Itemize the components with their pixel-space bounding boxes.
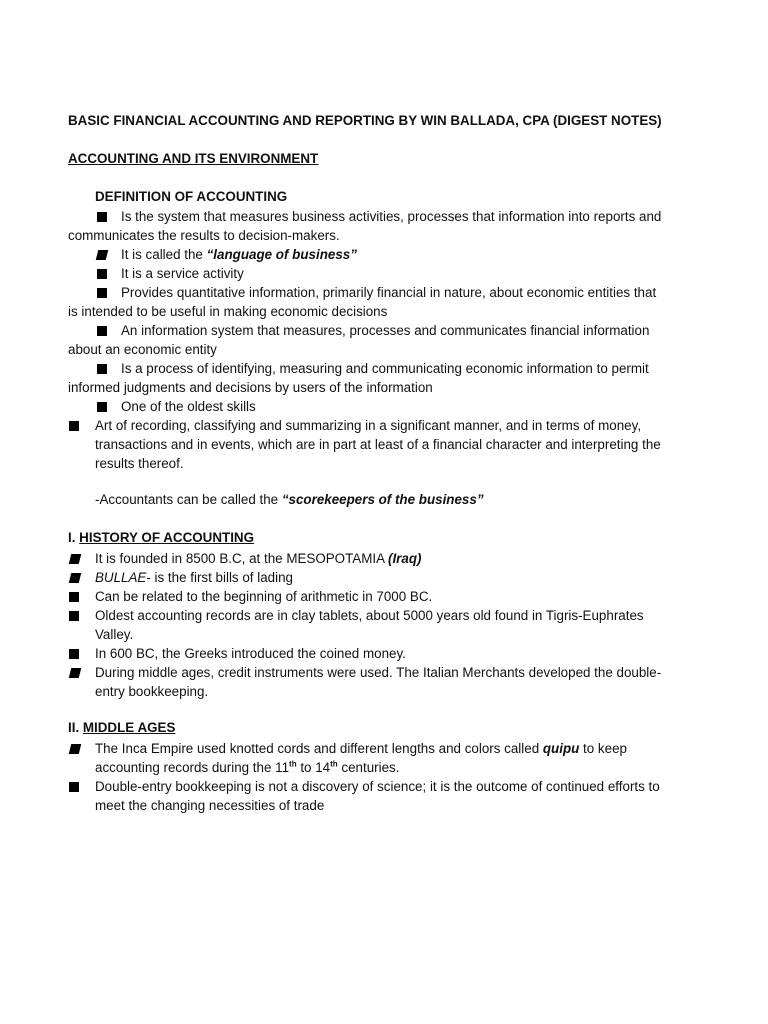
bullet-icon bbox=[69, 573, 81, 583]
section-number: II. bbox=[68, 720, 83, 735]
bullet-icon bbox=[69, 592, 79, 602]
list-item-continuation: transactions and in events, which are in part at least of a financial character and interpreting the bbox=[95, 437, 661, 452]
note-text: -Accountants can be called the bbox=[95, 492, 282, 507]
list-item: One of the oldest skills bbox=[121, 399, 256, 414]
scorekeepers-note bbox=[95, 492, 484, 507]
bullet-icon bbox=[97, 326, 107, 336]
item-text: It is founded in 8500 B.C, at the MESOPOTAMIA bbox=[95, 551, 388, 566]
list-item: It is a service activity bbox=[121, 266, 244, 281]
item-text: The Inca Empire used knotted cords and different lengths and colors called bbox=[95, 741, 543, 756]
superscript: th bbox=[330, 759, 338, 769]
middle-ages-heading bbox=[68, 720, 175, 735]
emphasis-text: BULLAE bbox=[95, 570, 147, 585]
list-item bbox=[95, 568, 293, 587]
bullet-icon bbox=[69, 668, 81, 678]
bullet-icon bbox=[69, 744, 81, 754]
emphasis-text: quipu bbox=[542, 741, 580, 756]
list-item: Can be related to the beginning of arithmetic in 7000 BC. bbox=[95, 589, 433, 604]
bullet-icon bbox=[97, 269, 107, 279]
history-heading bbox=[68, 530, 254, 545]
list-item-continuation: informed judgments and decisions by users of the information bbox=[68, 380, 433, 395]
superscript: th bbox=[289, 759, 297, 769]
list-item-continuation: results thereof. bbox=[95, 456, 184, 471]
section-title: MIDDLE AGES bbox=[82, 720, 176, 735]
list-item-continuation: communicates the results to decision-makers. bbox=[68, 228, 340, 243]
definition-heading: DEFINITION OF ACCOUNTING bbox=[95, 189, 288, 204]
bullet-icon bbox=[97, 288, 107, 298]
list-item: An information system that measures, processes and communicates financial information bbox=[121, 323, 650, 338]
document-title: BASIC FINANCIAL ACCOUNTING AND REPORTING BY WIN BALLADA, CPA (DIGEST NOTES) bbox=[68, 113, 662, 128]
item-text: to keep bbox=[579, 741, 627, 756]
list-item: Provides quantitative information, primarily financial in nature, about economic entities that bbox=[121, 285, 657, 300]
list-item-continuation: meet the changing necessities of trade bbox=[95, 798, 325, 813]
bullet-icon bbox=[69, 554, 81, 564]
emphasis-text: “language of business” bbox=[206, 247, 357, 262]
list-item-continuation: about an economic entity bbox=[68, 342, 217, 357]
bullet-icon bbox=[97, 212, 107, 222]
section-title: HISTORY OF ACCOUNTING bbox=[79, 530, 255, 545]
item-text: centuries. bbox=[337, 760, 400, 775]
emphasis-text: “scorekeepers of the business” bbox=[281, 492, 484, 507]
list-item: Double-entry bookkeeping is not a discovery of science; it is the outcome of continued efforts to bbox=[95, 779, 660, 794]
list-item: Is the system that measures business activities, processes that information into reports and bbox=[121, 209, 662, 224]
list-item: Oldest accounting records are in clay tablets, about 5000 years old found in Tigris-Euphrates bbox=[95, 608, 644, 623]
list-item: During middle ages, credit instruments were used. The Italian Merchants developed the double- bbox=[95, 665, 662, 680]
list-item bbox=[95, 739, 627, 758]
list-item: Is a process of identifying, measuring and communicating economic information to permit bbox=[121, 361, 649, 376]
item-text: - is the first bills of lading bbox=[146, 570, 293, 585]
bullet-icon bbox=[69, 782, 79, 792]
emphasis-text: (Iraq) bbox=[388, 551, 422, 566]
list-item: Art of recording, classifying and summarizing in a significant manner, and in terms of money, bbox=[95, 418, 642, 433]
bullet-icon bbox=[69, 421, 79, 431]
list-item-continuation: is intended to be useful in making economic decisions bbox=[68, 304, 388, 319]
bullet-icon bbox=[97, 402, 107, 412]
list-item: In 600 BC, the Greeks introduced the coined money. bbox=[95, 646, 406, 661]
section-heading: ACCOUNTING AND ITS ENVIRONMENT bbox=[68, 151, 319, 166]
list-item bbox=[121, 245, 357, 264]
item-text: accounting records during the 11 bbox=[95, 760, 290, 775]
bullet-icon bbox=[96, 250, 108, 260]
bullet-icon bbox=[97, 364, 107, 374]
item-text: It is called the bbox=[121, 247, 207, 262]
list-item-continuation bbox=[95, 758, 399, 777]
list-item-continuation: Valley. bbox=[95, 627, 134, 642]
list-item bbox=[95, 549, 421, 568]
item-text: to 14 bbox=[296, 760, 331, 775]
list-item-continuation: entry bookkeeping. bbox=[95, 684, 209, 699]
bullet-icon bbox=[69, 649, 79, 659]
bullet-icon bbox=[69, 611, 79, 621]
section-number: I. bbox=[68, 530, 80, 545]
